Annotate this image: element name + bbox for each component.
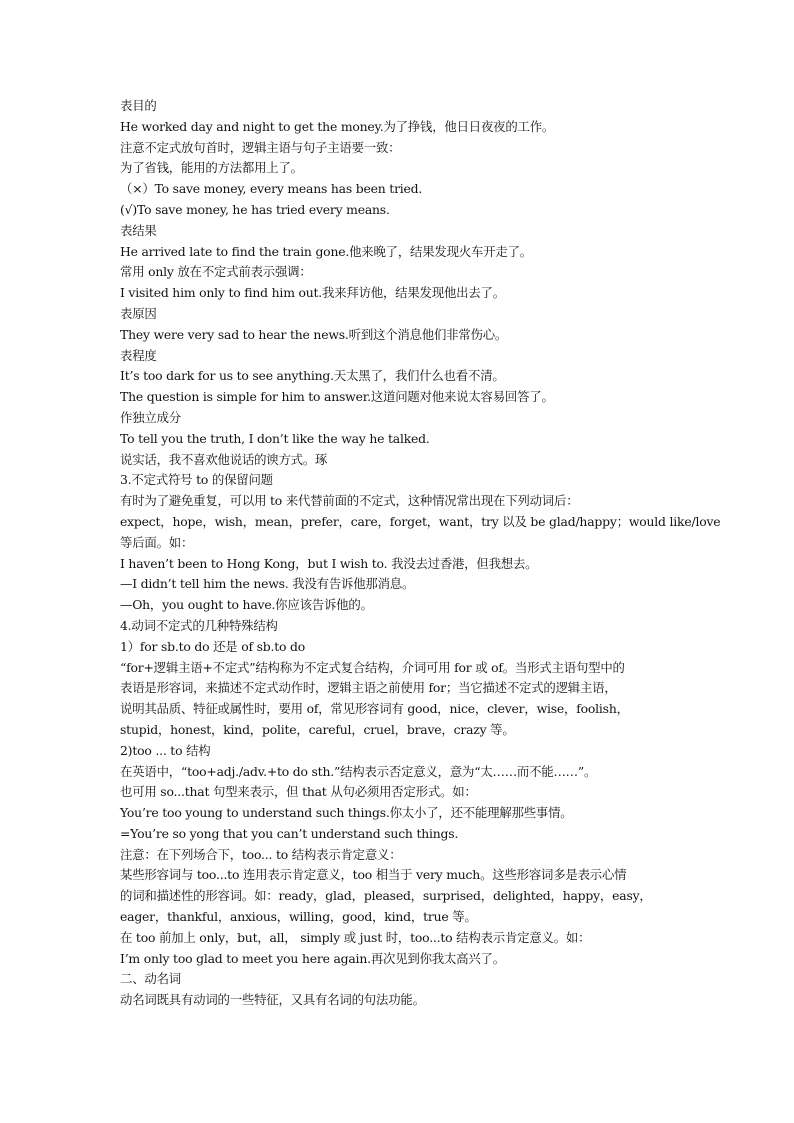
section-heading: 3.不定式符号 to 的保留问题 — [120, 472, 273, 488]
example-sentence: He arrived late to find the train gone.他来晚了，结果发现火车开走了。 — [120, 243, 532, 259]
paragraph-text: 表语是形容词，来描述不定式动作时，逻辑主语之前使用 for；当它描述不定式的逻辑主语， — [120, 680, 617, 696]
example-sentence: They were very sad to hear the news.听到这个消息他们非常伤心。 — [120, 326, 508, 342]
paragraph-text: 在英语中，“too+adj./adv.+to do sth.”结构表示否定意义，意为“太……而不能……”。 — [120, 763, 597, 779]
example-sentence: I’m only too glad to meet you here again.再次见到你我太高兴了。 — [120, 950, 505, 966]
example-sentence: The question is simple for him to answer.这道问题对他来说太容易回答了。 — [120, 389, 554, 405]
example-sentence: =You’re so yong that you can’t understand such things. — [120, 825, 459, 841]
paragraph-text: 在 too 前加上 only，but，all， simply 或 just 时，too...to 结构表示肯定意义。如： — [120, 929, 591, 945]
section-heading: 二、动名词 — [120, 971, 181, 987]
paragraph-text: “for+逻辑主语+不定式”结构称为不定式复合结构，介词可用 for 或 of。当形式主语句型中的 — [120, 659, 625, 675]
paragraph-text: 也可用 so...that 句型来表示，但 that 从句必须用否定形式。如： — [120, 784, 477, 800]
example-sentence: He worked day and night to get the money.为了挣钱，他日日夜夜的工作。 — [120, 118, 555, 134]
dialogue-line: —I didn’t tell him the news. 我没有告诉他那消息。 — [120, 576, 415, 592]
subsection-heading: 1）for sb.to do 还是 of sb.to do — [120, 638, 306, 654]
heading-reason: 表原因 — [120, 305, 157, 321]
paragraph-text: 等后面。如： — [120, 534, 194, 550]
wrong-example: （×）To save money, every means has been tried. — [120, 181, 423, 197]
heading-purpose: 表目的 — [120, 98, 157, 113]
example-sentence: To tell you the truth, I don’t like the way he talked. — [120, 430, 430, 446]
example-sentence: I haven’t been to Hong Kong，but I wish to. 我没去过香港，但我想去。 — [120, 555, 538, 571]
example-translation: 说实话，我不喜欢他说话的谀方式。琢 — [120, 451, 328, 467]
paragraph-text: 的词和描述性的形容词。如：ready，glad，pleased，surprised，delighted，happy，easy， — [120, 888, 652, 904]
section-heading: 4.动词不定式的几种特殊结构 — [120, 617, 278, 633]
paragraph-text: 说明其品质、特征或属性时，要用 of，常见形容词有 good，nice，clever，wise，foolish， — [120, 701, 629, 717]
example-sentence: You’re too young to understand such things.你太小了，还不能理解那些事情。 — [120, 805, 573, 821]
note-text: 常用 only 放在不定式前表示强调： — [120, 264, 312, 280]
document-body — [120, 96, 721, 1011]
correct-example: (√)To save money, he has tried every means. — [120, 201, 390, 217]
heading-degree: 表程度 — [120, 347, 157, 363]
heading-result: 表结果 — [120, 222, 157, 238]
paragraph-text: eager，thankful，anxious，willing，good，kind，true 等。 — [120, 909, 477, 925]
paragraph-text: stupid，honest，kind，polite，careful，cruel，brave，crazy 等。 — [120, 721, 515, 737]
paragraph-text: expect，hope，wish，mean，prefer，care，forget，want，try 以及 be glad/happy；would like/love — [120, 513, 721, 529]
paragraph-text: 有时为了避免重复，可以用 to 来代替前面的不定式，这种情况常出现在下列动词后： — [120, 493, 579, 509]
example-sentence: I visited him only to find him out.我来拜访他，结果发现他出去了。 — [120, 285, 505, 301]
note-text: 注意不定式放句首时，逻辑主语与句子主语要一致： — [120, 139, 401, 155]
dialogue-line: —Oh，you ought to have.你应该告诉他的。 — [120, 597, 373, 613]
subsection-heading: 2)too ... to 结构 — [120, 742, 211, 758]
example-sentence: It’s too dark for us to see anything.天太黑了，我们什么也看不清。 — [120, 368, 505, 384]
heading-independent: 作独立成分 — [120, 409, 181, 425]
example-translation: 为了省钱，能用的方法都用上了。 — [120, 160, 303, 176]
paragraph-text: 某些形容词与 too...to 连用表示肯定意义，too 相当于 very much。这些形容词多是表示心情 — [120, 867, 627, 883]
note-text: 注意：在下列场合下，too... to 结构表示肯定意义： — [120, 846, 402, 862]
paragraph-text: 动名词既具有动词的一些特征，又具有名词的句法功能。 — [120, 992, 425, 1008]
